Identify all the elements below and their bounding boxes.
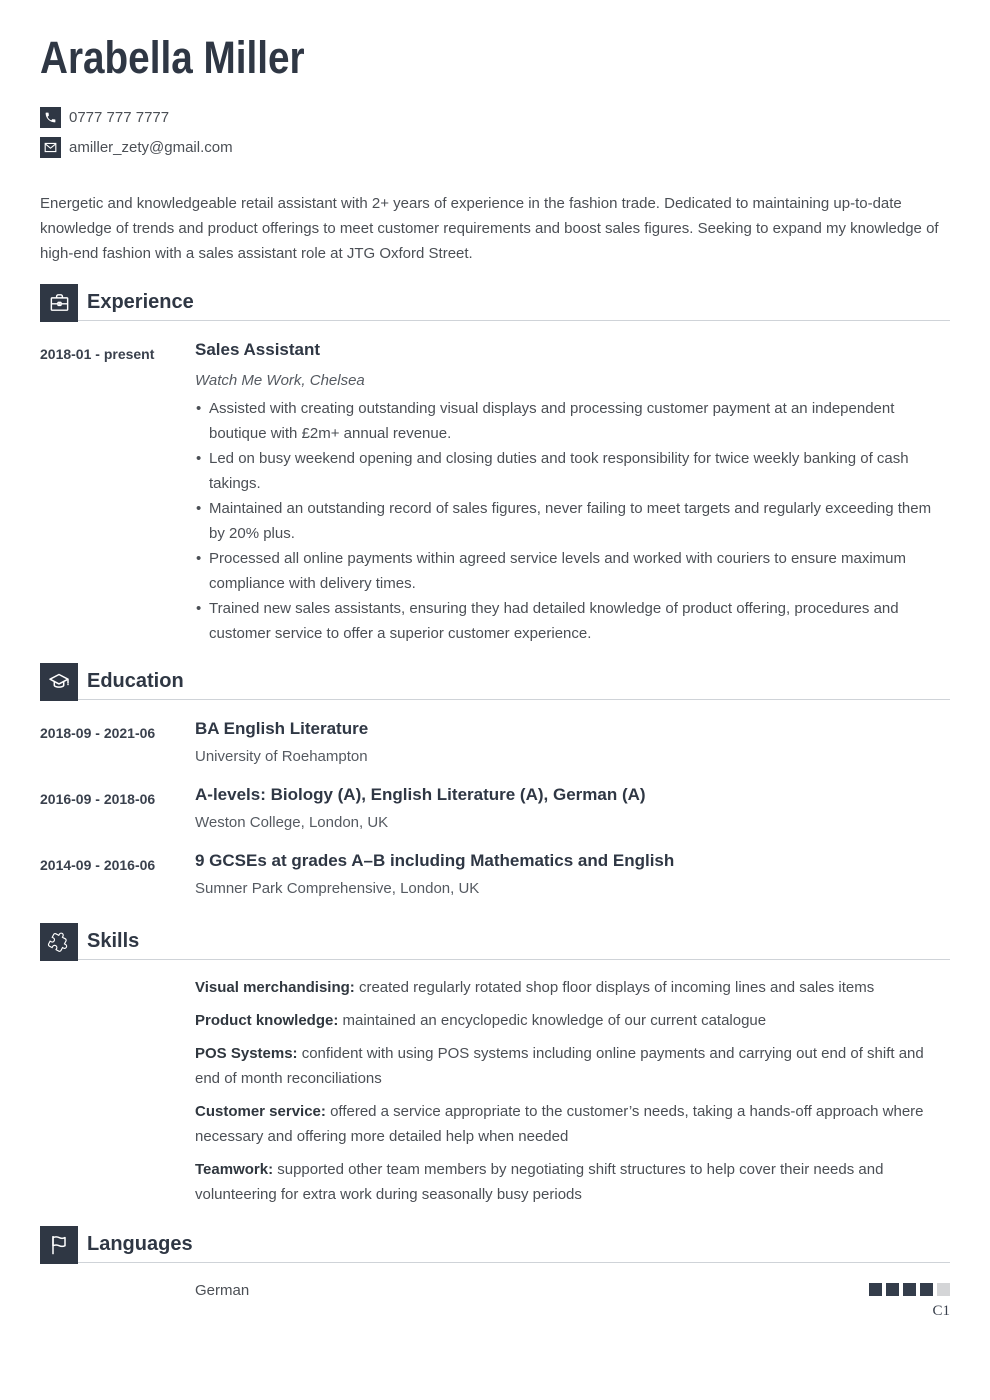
education-section-header xyxy=(40,662,950,700)
education-dates: 2014-09 - 2016-06 xyxy=(40,857,156,873)
job-bullet: • Maintained an outstanding record of sales figures, never failing to meet targets and regularly exceeding them by 20% plus. xyxy=(195,496,950,546)
experience-dates: 2018-01 - present xyxy=(40,346,155,362)
email-row xyxy=(40,137,950,158)
graduation-cap-icon xyxy=(40,663,78,701)
skill-description: supported other team members by negotiating shift structures to help cover their needs and volunteering for extra work during seasonally busy periods xyxy=(195,1161,884,1203)
degree-title: BA English Literature xyxy=(195,719,369,738)
skill-label: Customer service: xyxy=(195,1103,326,1120)
languages-section-header xyxy=(40,1225,950,1263)
employer-name: Watch Me Work, Chelsea xyxy=(195,372,365,389)
skill-description: confident with using POS systems including online payments and carrying out end of shift and end of month reconciliations xyxy=(195,1045,924,1087)
skills-left-gutter xyxy=(40,975,195,1215)
job-bullet: • Trained new sales assistants, ensuring they had detailed knowledge of product offering, procedures and customer service to offer a superior customer experience. xyxy=(195,596,950,646)
rating-square xyxy=(937,1283,950,1296)
phone-icon xyxy=(40,107,61,128)
phone-number: 0777 777 7777 xyxy=(69,109,170,126)
person-name: Arabella Miller xyxy=(40,32,305,83)
degree-title: 9 GCSEs at grades A–B including Mathematics and English xyxy=(195,851,675,870)
language-entry xyxy=(40,1278,950,1322)
rating-square xyxy=(869,1283,882,1296)
skill-description: maintained an encyclopedic knowledge of our current catalogue xyxy=(342,1012,767,1029)
school-name: University of Roehampton xyxy=(195,748,368,765)
puzzle-piece-icon xyxy=(40,923,78,961)
rating-square xyxy=(886,1283,899,1296)
skills-section-title: Skills xyxy=(87,929,140,952)
degree-title: A-levels: Biology (A), English Literature (A), German (A) xyxy=(195,785,646,804)
education-section-title: Education xyxy=(87,669,184,692)
language-level: C1 xyxy=(932,1303,950,1319)
phone-row xyxy=(40,107,950,128)
skills-list xyxy=(40,975,950,1215)
skill-item xyxy=(195,1008,950,1033)
experience-section-title: Experience xyxy=(87,290,194,313)
school-name: Sumner Park Comprehensive, London, UK xyxy=(195,880,480,897)
languages-section-title: Languages xyxy=(87,1232,193,1255)
rating-square xyxy=(920,1283,933,1296)
experience-section-header xyxy=(40,283,950,321)
language-name: German xyxy=(195,1282,250,1299)
education-entry xyxy=(40,718,950,768)
rating-squares xyxy=(869,1278,950,1296)
job-bullet: • Assisted with creating outstanding visual displays and processing customer payment at an independent boutique with £2m+ annual revenue. xyxy=(195,396,950,446)
education-dates: 2016-09 - 2018-06 xyxy=(40,791,156,807)
job-bullet: • Processed all online payments within agreed service levels and worked with couriers to ensure maximum compliance with delivery times. xyxy=(195,546,950,596)
flag-icon xyxy=(40,1226,78,1264)
skill-description: created regularly rotated shop floor displays of incoming lines and sales items xyxy=(358,979,875,996)
experience-entry xyxy=(40,339,950,646)
skill-item xyxy=(195,1099,950,1149)
skill-label: POS Systems: xyxy=(195,1045,298,1062)
rating-square xyxy=(903,1283,916,1296)
briefcase-icon xyxy=(40,284,78,322)
language-left-gutter xyxy=(40,1278,195,1322)
job-bullet: • Led on busy weekend opening and closing duties and took responsibility for twice weekly banking of cash takings. xyxy=(195,446,950,496)
skill-item xyxy=(195,1041,950,1091)
mail-icon xyxy=(40,137,61,158)
email-address: amiller_zety@gmail.com xyxy=(69,139,233,156)
education-dates: 2018-09 - 2021-06 xyxy=(40,725,156,741)
skill-label: Teamwork: xyxy=(195,1161,274,1178)
job-bullet-list xyxy=(195,396,950,646)
skills-section-header xyxy=(40,922,950,960)
skill-description: offered a service appropriate to the customer’s needs, taking a hands-off approach where necessary and offering more detailed help when needed xyxy=(195,1103,924,1145)
job-title: Sales Assistant xyxy=(195,340,321,359)
professional-summary: Energetic and knowledgeable retail assistant with 2+ years of experience in the fashion trade. Dedicated to maintaining up-to-date knowledge of trends and product offerings to meet customer requirements and boost sales figures. Seeking to expand my knowledge of high-end fashion with a sales assistant role at JTG Oxford Street. xyxy=(40,195,939,262)
skill-item xyxy=(195,975,950,1000)
education-entry xyxy=(40,850,950,900)
language-rating xyxy=(869,1278,950,1322)
skill-label: Visual merchandising: xyxy=(195,979,355,996)
education-entry xyxy=(40,784,950,834)
contact-block xyxy=(40,107,950,158)
skill-item xyxy=(195,1157,950,1207)
school-name: Weston College, London, UK xyxy=(195,814,389,831)
education-entries xyxy=(40,718,950,906)
skill-label: Product knowledge: xyxy=(195,1012,339,1029)
